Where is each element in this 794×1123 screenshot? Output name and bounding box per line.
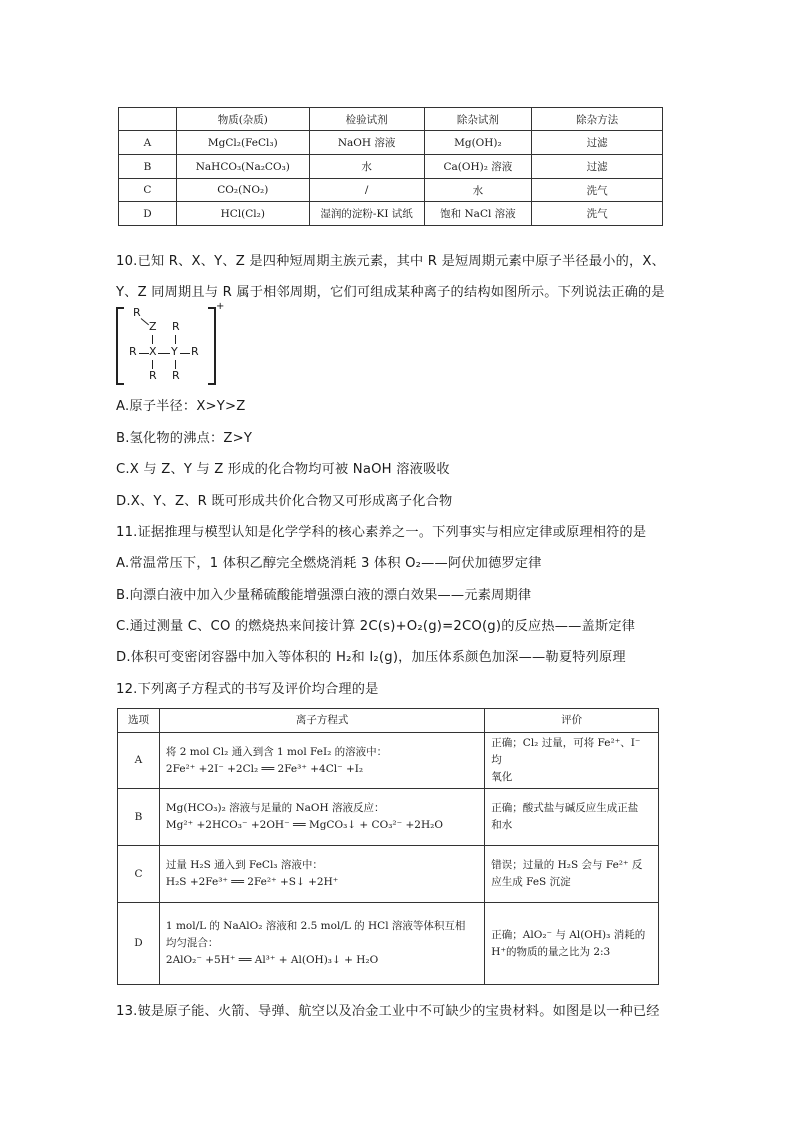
q10-option-d: D.X、Y、Z、R 既可形成共价化合物又可形成离子化合物 (116, 494, 453, 509)
option-cell: D (118, 903, 160, 985)
q11-option-b: B.向漂白液中加入少量稀硫酸能增强漂白液的漂白效果——元素周期律 (116, 588, 532, 603)
option-cell: C (118, 846, 160, 903)
bond-x-y (158, 353, 170, 354)
purification-table (118, 107, 663, 226)
bond-x-r5 (152, 360, 153, 369)
q10-stem-line2: Y、Z 同周期且与 R 属于相邻周期，它们可组成某种离子的结构如图所示。下列说法正确的是 (116, 285, 665, 300)
atom-r5: R (149, 369, 157, 382)
option-cell: A (118, 733, 160, 789)
q12-stem: 12.下列离子方程式的书写及评价均合理的是 (116, 682, 379, 697)
table2-header-cell: 评价 (485, 709, 659, 733)
evaluation-line: 和水 (491, 819, 513, 831)
right-bracket (208, 307, 216, 385)
table1-cell: 过滤 (532, 155, 663, 179)
q10-stem-line1: 10.已知 R、X、Y、Z 是四种短周期主族元素，其中 R 是短周期元素中原子半径最小的，X、 (116, 254, 665, 269)
equation-cell (159, 733, 484, 789)
q11-option-c: C.通过测量 C、CO 的燃烧热来间接计算 2C(s)+O₂(g)=2CO(g)的反应热——盖斯定律 (116, 619, 636, 634)
bond-r1-z (141, 318, 149, 325)
evaluation-line: 应生成 FeS 沉淀 (491, 876, 571, 888)
equation-cell (159, 846, 484, 903)
equation-line: Mg(HCO₃)₂ 溶液与足量的 NaOH 溶液反应： (165, 802, 385, 814)
table2-header-row (118, 709, 659, 733)
q13-stem: 13.铍是原子能、火箭、导弹、航空以及冶金工业中不可缺少的宝贵材料。如图是以一种已经 (116, 1004, 660, 1019)
evaluation-cell (485, 903, 659, 985)
table2-row (118, 789, 659, 846)
evaluation-line: 正确；AlO₂⁻ 与 Al(OH)₃ 消耗的 (491, 928, 646, 941)
q10-option-a: A.原子半径：X>Y>Z (116, 399, 246, 414)
evaluation-line: 正确；Cl₂ 过量，可将 Fe²⁺、I⁻ 均 (491, 737, 641, 766)
atom-y: Y (171, 345, 178, 358)
evaluation-line: 氧化 (491, 771, 513, 783)
table1-cell: 过滤 (532, 131, 663, 155)
table1-cell: Ca(OH)₂ 溶液 (424, 155, 532, 179)
evaluation-cell (485, 733, 659, 789)
q11-option-d: D.体积可变密闭容器中加入等体积的 H₂和 I₂(g)，加压体系颜色加深——勒夏特列原理 (116, 650, 626, 665)
table1-header-cell: 物质(杂质) (176, 108, 309, 131)
table1-row (119, 202, 663, 226)
atom-r4: R (191, 345, 199, 358)
atom-z: Z (149, 320, 157, 333)
evaluation-cell (485, 789, 659, 846)
equation-line: 将 2 mol Cl₂ 通入到含 1 mol FeI₂ 的溶液中： (165, 745, 388, 758)
atom-r2: R (172, 320, 180, 333)
bond-y-r6 (175, 360, 176, 369)
atom-x: X (149, 345, 157, 358)
equation-line: Mg²⁺ +2HCO₃⁻ +2OH⁻ ══ MgCO₃↓ + CO₃²⁻ +2H₂O (165, 819, 443, 831)
table1-cell: HCl(Cl₂) (176, 202, 309, 226)
evaluation-line: 正确；酸式盐与碱反应生成正盐 (491, 802, 639, 814)
table1-row (119, 131, 663, 155)
atom-r1: R (133, 306, 141, 319)
table1-cell: B (119, 155, 177, 179)
equation-line: 2Fe²⁺ +2I⁻ +2Cl₂ ══ 2Fe³⁺ +4Cl⁻ +I₂ (165, 762, 364, 775)
equation-cell (159, 903, 484, 985)
table1-cell: A (119, 131, 177, 155)
q10-option-c: C.X 与 Z、Y 与 Z 形成的化合物均可被 NaOH 溶液吸收 (116, 462, 450, 477)
table1-cell: Mg(OH)₂ (424, 131, 532, 155)
table1-header-cell (119, 108, 177, 131)
table1-cell: 洗气 (532, 202, 663, 226)
table1-cell: 洗气 (532, 179, 663, 202)
q10-option-b: B.氢化物的沸点：Z>Y (116, 431, 253, 446)
table2-row (118, 846, 659, 903)
evaluation-cell (485, 846, 659, 903)
equation-line: 1 mol/L 的 NaAlO₂ 溶液和 2.5 mol/L 的 HCl 溶液等体积互相 (165, 920, 466, 932)
left-bracket (116, 307, 124, 385)
ion-equation-table (117, 708, 659, 985)
option-cell: B (118, 789, 160, 846)
table1-header-cell: 除杂试剂 (424, 108, 532, 131)
q11-option-a: A.常温常压下，1 体积乙醇完全燃烧消耗 3 体积 O₂——阿伏加德罗定律 (116, 556, 542, 571)
table1-cell: / (309, 179, 424, 202)
bond-r2-y (175, 335, 176, 344)
evaluation-line: H⁺的物质的量之比为 2:3 (491, 945, 611, 958)
bond-y-r4 (180, 353, 190, 354)
equation-line: H₂S +2Fe³⁺ ══ 2Fe²⁺ +S↓ +2H⁺ (165, 876, 339, 888)
evaluation-line: 错误；过量的 H₂S 会与 Fe²⁺ 反 (491, 859, 643, 871)
atom-r6: R (172, 369, 180, 382)
table1-cell: NaOH 溶液 (309, 131, 424, 155)
ion-structure-diagram (113, 303, 233, 385)
table1-cell: 饱和 NaCl 溶液 (424, 202, 532, 226)
table1-row (119, 155, 663, 179)
table1-cell: 水 (424, 179, 532, 202)
bond-r3-x (139, 353, 149, 354)
table2-row (118, 733, 659, 789)
charge-label: + (216, 301, 225, 312)
table1-header-row (119, 108, 663, 131)
table1-cell: 湿润的淀粉-KI 试纸 (309, 202, 424, 226)
table1-cell: 水 (309, 155, 424, 179)
table1-cell: C (119, 179, 177, 202)
equation-line: 过量 H₂S 通入到 FeCl₃ 溶液中： (165, 859, 323, 871)
table1-cell: MgCl₂(FeCl₃) (176, 131, 309, 155)
bond-z-x (152, 335, 153, 344)
q11-stem: 11.证据推理与模型认知是化学学科的核心素养之一。下列事实与相应定律或原理相符的是 (116, 525, 647, 540)
table1-cell: CO₂(NO₂) (176, 179, 309, 202)
table2-row (118, 903, 659, 985)
table1-header-cell: 除杂方法 (532, 108, 663, 131)
table1-cell: NaHCO₃(Na₂CO₃) (176, 155, 309, 179)
equation-cell (159, 789, 484, 846)
table1-header-cell: 检验试剂 (309, 108, 424, 131)
atom-r3: R (129, 345, 137, 358)
table2-header-cell: 选项 (118, 709, 160, 733)
table1-row (119, 179, 663, 202)
table2-header-cell: 离子方程式 (159, 709, 484, 733)
equation-line: 2AlO₂⁻ +5H⁺ ══ Al³⁺ + Al(OH)₃↓ + H₂O (165, 954, 379, 966)
table1-cell: D (119, 202, 177, 226)
equation-line: 均匀混合： (165, 937, 219, 949)
